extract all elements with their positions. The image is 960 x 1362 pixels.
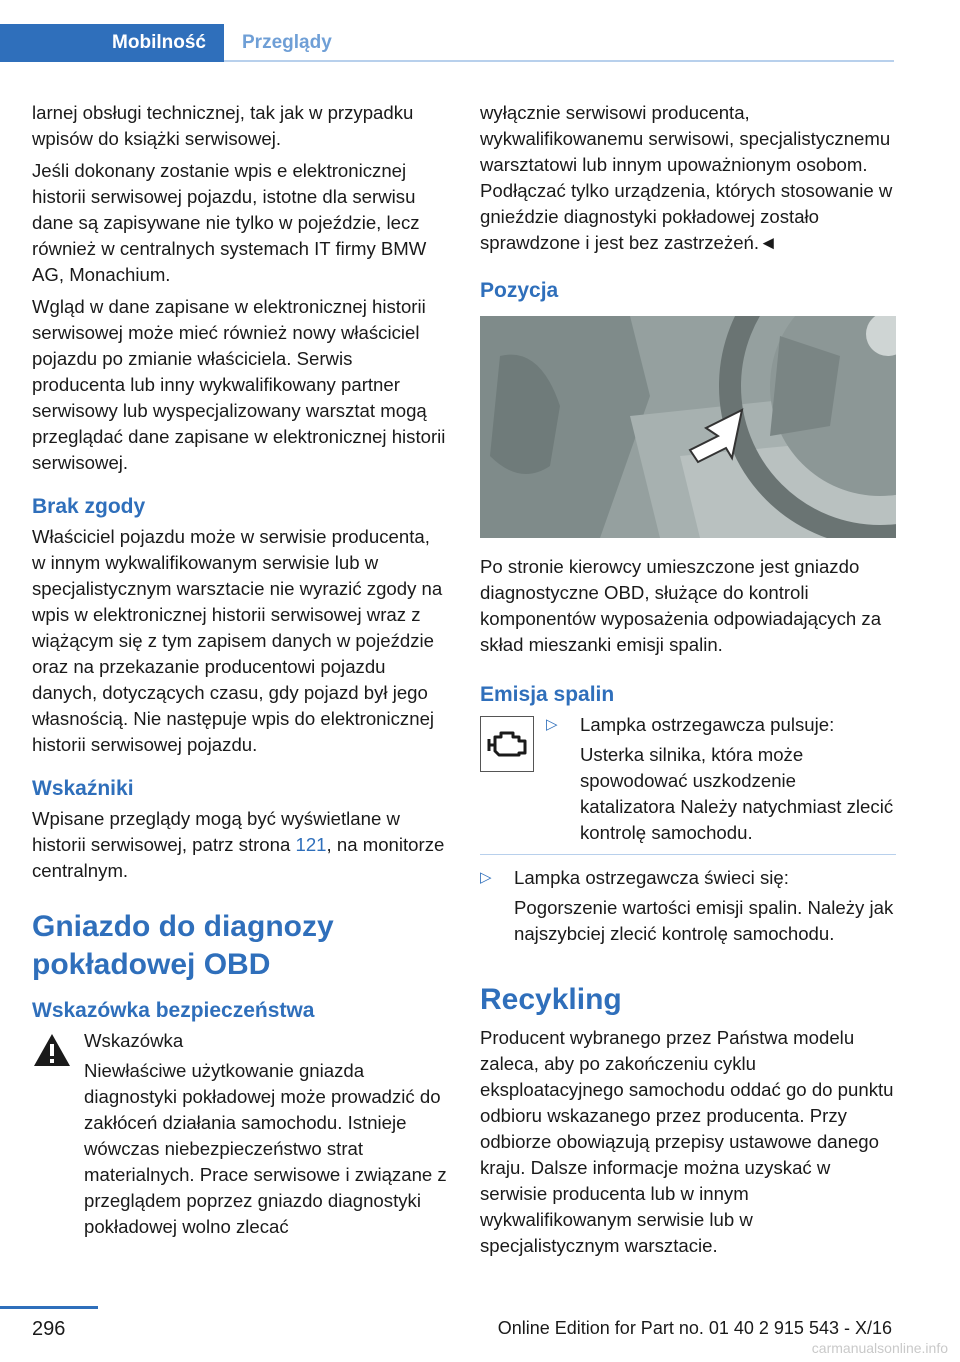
safety-notice	[32, 1028, 448, 1240]
edition-info: Online Edition for Part no. 01 40 2 915 543 - X/16	[497, 1318, 892, 1338]
paragraph: Producent wybranego przez Państwa modelu zaleca, aby po zakończeniu cyklu eksploatacyjnego samochodu oddać go do punktu odbioru wskazanego przez producenta. Przy odbiorze obowiązują przepisy ustawowe danego kraju. Dalsze informacje można uzyskać w serwisie producenta lub w innym wykwalifikowanym serwisie lub w specjalistycznym warsztacie.	[480, 1027, 894, 1256]
notice-text: Niewłaściwe użytkowanie gniazda diagnostyki pokładowej może prowadzić do zakłóceń działania samochodu. Istnieje wówczas niebezpieczeństwo strat materialnych. Prace serwisowe i związane z przeglądem poprzez gniazdo diagnostyki pokładowej wolno zlecać	[84, 1060, 447, 1237]
paragraph: wyłącznie serwisowi producenta, wykwalifikowanemu serwisowi, specjalistycznemu warsztatowi lub innym upoważnionym osobom. Podłączać tylko urządzenia, których stosowanie w gnieździe diagnostyki pokładowej zostało sprawdzone i jest bez zastrzeżeń.◄	[480, 102, 893, 253]
section-tab-mobilnosc[interactable]: Mobilność	[0, 24, 224, 62]
heading-recykling: Recykling	[480, 983, 622, 1016]
heading-pozycja: Pozycja	[480, 279, 559, 302]
item-title: Lampka ostrzegawcza pulsuje:	[580, 714, 835, 735]
item-text: Usterka silnika, która może spowodować uszkodzenie katalizatora Należy natychmiast zlecić kontrolę samochodu.	[580, 744, 894, 843]
heading-emisja-spalin: Emisja spalin	[480, 683, 615, 706]
footer-rule	[0, 1306, 98, 1309]
notice-title: Wskazówka	[84, 1030, 184, 1051]
page-link[interactable]: 121	[295, 834, 327, 855]
divider	[480, 854, 896, 855]
item-title: Lampka ostrzegawcza świeci się:	[514, 867, 789, 888]
text: , na monitorze centralnym.	[32, 834, 445, 881]
list-item	[546, 712, 896, 846]
emission-list	[480, 712, 896, 947]
triangle-bullet-icon: ▷	[480, 869, 492, 886]
header-rule	[224, 60, 894, 62]
heading-wskazniki: Wskaźniki	[32, 777, 134, 800]
paragraph-wskazniki	[32, 806, 448, 884]
item-text: Pogorszenie wartości emisji spalin. Należy jak najszybciej zlecić kontrolę samochodu.	[514, 897, 894, 944]
paragraph: larnej obsługi technicznej, tak jak w przypadku wpisów do książki serwisowej.	[32, 102, 414, 149]
text: Wpisane przeglądy mogą być wyświetlane w historii serwisowej, patrz strona	[32, 808, 400, 855]
triangle-bullet-icon: ▷	[546, 716, 558, 733]
right-column	[480, 100, 896, 1265]
page-number: 296	[32, 1318, 66, 1340]
warning-icon	[32, 1032, 72, 1068]
heading-wskazowka-bezpieczenstwa: Wskazówka bezpieczeństwa	[32, 999, 315, 1022]
paragraph: Jeśli dokonany zostanie wpis e elektronicznej historii serwisowej pojazdu, istotne dla serwisu dane są zapisywane nie tylko w pojeździe, lecz również w centralnych systemach IT firmy BMW AG, Monachium.	[32, 160, 427, 285]
section-tab-przeglady[interactable]: Przeglądy	[242, 32, 332, 53]
page-header	[0, 0, 894, 62]
list-item	[480, 865, 896, 947]
left-column	[32, 100, 448, 1246]
heading-brak-zgody: Brak zgody	[32, 495, 146, 518]
watermark: carmanualsonline.info	[811, 1340, 948, 1356]
engine-warning-icon	[480, 716, 534, 772]
paragraph: Po stronie kierowcy umieszczone jest gniazdo diagnostyczne OBD, służące do kontroli komponentów wyposażenia odpowiadających za skład mieszanki emisji spalin.	[480, 556, 882, 655]
obd-location-photo	[480, 316, 896, 538]
heading-gniazdo-obd: Gniazdo do diagnozy pokładowej OBD	[32, 910, 334, 981]
paragraph: Właściciel pojazdu może w serwisie producenta, w innym wykwalifikowanym serwisie lub w specjalistycznym warsztacie nie wyrazić zgody na wpis w elektronicznej historii serwisowej wraz z wiążącym się z tym zapisem danych w pojeździe oraz na przekazanie producentowi pojazdu danych, dotyczących czasu, gdy pojazd był jego własnością. Nie następuje wpis do elektronicznej historii serwisowej pojazdu.	[32, 526, 443, 755]
paragraph: Wgląd w dane zapisane w elektronicznej historii serwisowej może mieć również nowy właściciel pojazdu po zmianie właściciela. Serwis producenta lub inny wykwalifikowany partner serwisowy lub wyspecjalizowany warsztat mogą przeglądać dane zapisane w elektronicznej historii serwisowej.	[32, 296, 446, 473]
